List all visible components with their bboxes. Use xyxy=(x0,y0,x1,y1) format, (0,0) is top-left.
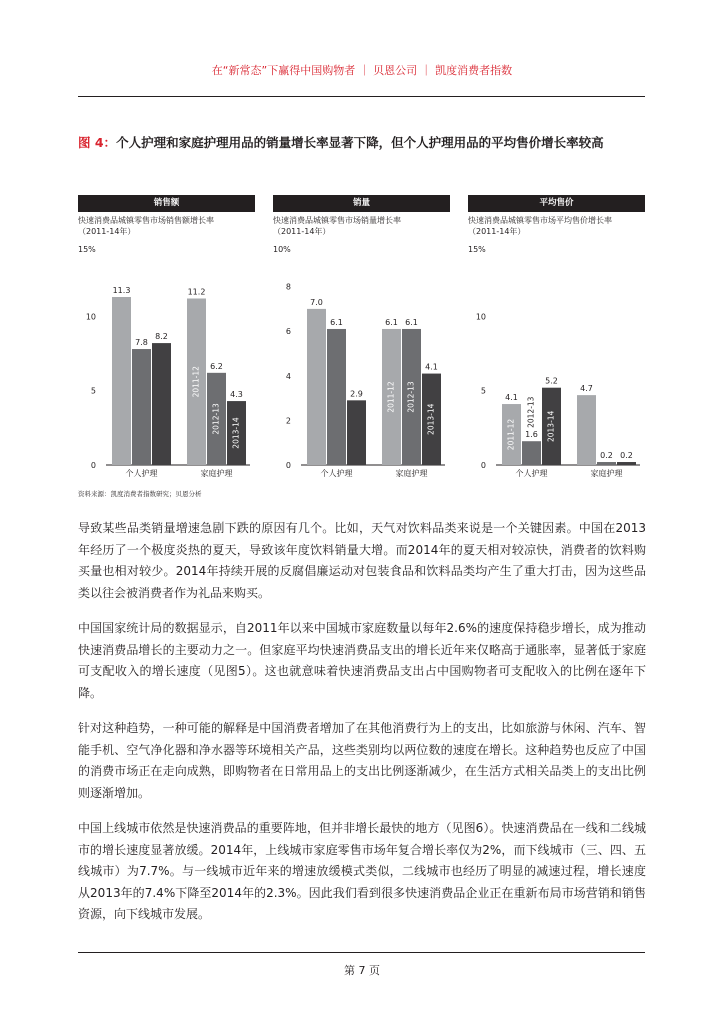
paragraph: 导致某些品类销量增速急剧下跌的原因有几个。比如，天气对饮料品类来说是一个关键因素。中国在2013年经历了一个极度炎热的夏天，导致该年度饮料销量大增。而2014年的夏天相对较凉快，消费者的饮料购买量也相对较少。2014年持续开展的反腐倡廉运动对包装食品和饮料品类均产生了重大打击，因为这些品类以往会被消费者作为礼品来购买。 xyxy=(78,521,646,600)
data-label: 11.2 xyxy=(187,287,206,297)
series-label: 2013-14 xyxy=(546,410,556,443)
data-label: 6.1 xyxy=(405,317,418,327)
y-tick-label: 0 xyxy=(285,461,291,470)
chart-subtitle-text: 快速消费品城镇零售市场销量增长率 xyxy=(273,216,401,225)
chart-period: （2011-14年） xyxy=(468,227,526,236)
category-label: 家庭护理 xyxy=(200,469,233,478)
y-tick-label: 4 xyxy=(285,371,291,381)
series-label: 2013-14 xyxy=(426,403,436,435)
y-tick-label: 2 xyxy=(285,416,291,426)
y-axis-top-label: 15% xyxy=(468,245,486,254)
data-label: 2.9 xyxy=(350,389,363,399)
data-label: 0.2 xyxy=(620,451,633,461)
footer-rule xyxy=(78,952,645,953)
data-label: 4.7 xyxy=(580,384,593,394)
data-label: 11.3 xyxy=(112,286,131,296)
y-tick-label: 0 xyxy=(480,461,486,470)
data-label: 6.1 xyxy=(385,317,398,327)
data-label: 4.3 xyxy=(230,390,243,400)
y-tick-label: 10 xyxy=(85,312,96,322)
category-label: 个人护理 xyxy=(320,469,353,478)
y-tick-label: 8 xyxy=(285,282,291,292)
series-label: 2012-13 xyxy=(406,381,416,413)
y-tick-label: 10 xyxy=(475,312,486,322)
category-label: 家庭护理 xyxy=(395,469,428,478)
bar xyxy=(577,395,596,465)
chart-period: （2011-14年） xyxy=(78,227,136,236)
series-label: 2013-14 xyxy=(231,417,241,449)
chart-panel-price xyxy=(468,195,645,495)
chart-period: （2011-14年） xyxy=(273,227,331,236)
data-label: 5.2 xyxy=(545,376,558,386)
y-tick-label: 0 xyxy=(90,461,96,470)
source-note: 资料来源：凯度消费者指数研究；贝恩分析 xyxy=(78,490,202,498)
y-tick-label: 6 xyxy=(285,327,291,337)
category-label: 个人护理 xyxy=(515,469,548,478)
category-label: 家庭护理 xyxy=(590,469,623,478)
chart-subtitle-text: 快速消费品城镇零售市场平均售价增长率 xyxy=(468,216,612,225)
header-rule xyxy=(78,96,645,97)
data-label: 7.8 xyxy=(135,338,148,348)
chart-title: 平均售价 xyxy=(468,195,645,212)
bar-chart xyxy=(78,195,255,495)
y-tick-label: 5 xyxy=(480,386,486,396)
paragraph: 针对这种趋势，一种可能的解释是中国消费者增加了在其他消费行为上的支出，比如旅游与休闲、汽车、智能手机、空气净化器和净水器等环境相关产品，这些类别均以两位数的速度在增长。这种趋势也反应了中国的消费市场正在走向成熟，即购物者在日常用品上的支出比例逐渐减少，在生活方式相关品类上的支出比例则逐渐增加。 xyxy=(78,721,646,800)
chart-title: 销售额 xyxy=(78,195,255,212)
bar-chart xyxy=(273,195,450,495)
series-label: 2012-13 xyxy=(526,396,536,428)
running-header: 在“新常态”下赢得中国购物者 ｜ 贝恩公司 ｜ 凯度消费者指数 xyxy=(211,64,513,77)
y-axis-top-label: 15% xyxy=(78,245,96,254)
data-label: 8.2 xyxy=(155,332,168,342)
chart-panel-volume xyxy=(273,195,450,495)
figure-title-text: 个人护理和家庭护理用品的销量增长率显著下降，但个人护理用品的平均售价增长率较高 xyxy=(116,135,604,150)
paragraph: 中国国家统计局的数据显示，自2011年以来中国城市家庭数量以每年2.6%的速度保持稳步增长，成为推动快速消费品增长的主要动力之一。但家庭平均快速消费品支出的增长近年来仅略高于通胀率，显著低于家庭可支配收入的增长速度（见图5）。这也就意味着快速消费品支出占中国购物者可支配收入的比例在逐年下降。 xyxy=(78,621,646,700)
chart-title: 销量 xyxy=(273,195,450,212)
data-label: 4.1 xyxy=(505,393,518,403)
data-label: 1.6 xyxy=(525,430,538,440)
paragraph: 中国上线城市依然是快速消费品的重要阵地，但并非增长最快的地方（见图6）。快速消费品在一线和二线城市的增长速度显著放缓。2014年，上线城市家庭零售市场年复合增长率仅为2%，而下线城市（三、四、五线城市）为7.7%。与一线城市近年来的增速放缓模式类似，二线城市也经历了明显的减速过程，增长速度从2013年的7.4%下降至2014年的2.3%。因此我们看到很多快速消费品企业正在重新布局市场营销和销售资源，向下线城市发展。 xyxy=(78,821,646,921)
bar-chart xyxy=(468,195,645,495)
series-label: 2011-12 xyxy=(386,381,396,413)
figure-number: 图 4： xyxy=(78,135,117,150)
figure-title xyxy=(78,133,658,151)
bar xyxy=(522,441,541,465)
bar xyxy=(597,462,616,465)
series-label: 2012-13 xyxy=(211,403,221,435)
data-label: 7.0 xyxy=(310,297,323,307)
page-number: 第 7 页 xyxy=(344,964,380,977)
y-axis-top-label: 10% xyxy=(273,245,291,254)
bar xyxy=(307,309,326,465)
body-text xyxy=(78,518,646,940)
data-label: 4.1 xyxy=(425,362,438,372)
category-label: 个人护理 xyxy=(125,469,158,478)
data-label: 0.2 xyxy=(600,451,613,461)
series-label: 2011-12 xyxy=(506,418,516,451)
bar xyxy=(132,349,151,465)
chart-panel-sales xyxy=(78,195,255,495)
series-label: 2011-12 xyxy=(191,366,201,398)
bar xyxy=(112,297,131,465)
bar xyxy=(347,400,366,465)
bar xyxy=(152,343,171,465)
bar xyxy=(617,462,636,465)
data-label: 6.1 xyxy=(330,317,343,327)
y-tick-label: 5 xyxy=(90,386,96,396)
bar xyxy=(327,329,346,465)
chart-subtitle-text: 快速消费品城镇零售市场销售额增长率 xyxy=(78,216,214,225)
data-label: 6.2 xyxy=(210,361,223,371)
